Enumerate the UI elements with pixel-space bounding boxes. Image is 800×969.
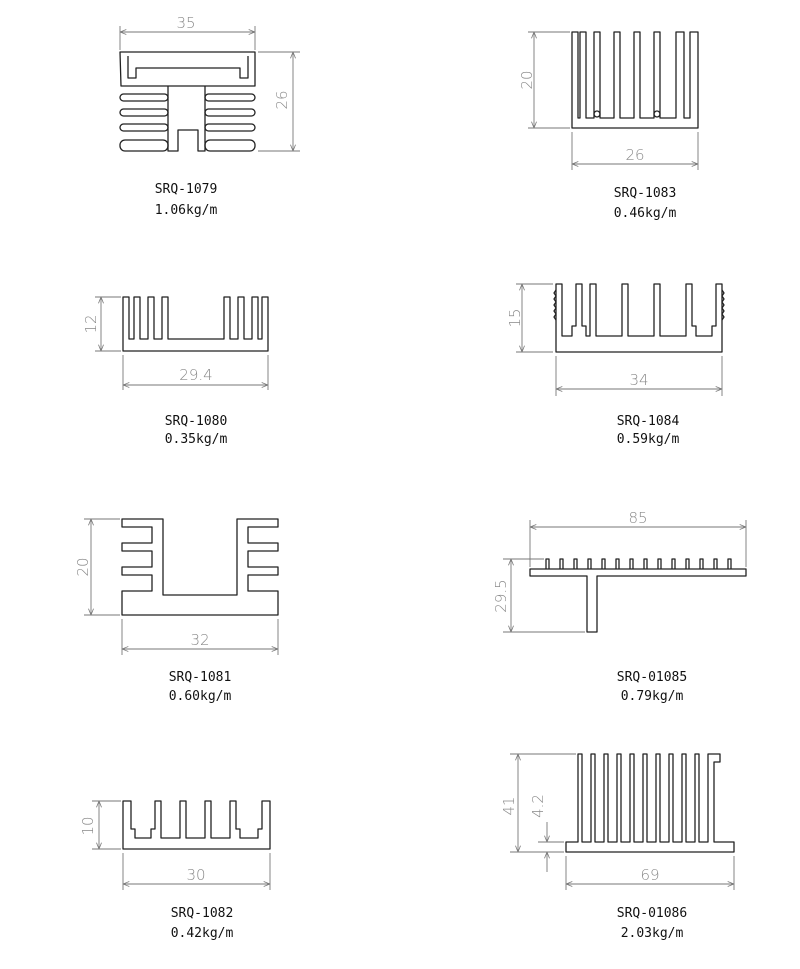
- profile-drawing: [120, 52, 255, 151]
- dim-width: 29.4: [179, 366, 213, 384]
- item-srq-1083: [518, 32, 698, 221]
- dim-height: 20: [518, 70, 536, 90]
- model-code: SRQ-1081: [168, 670, 232, 685]
- profile-drawing: [566, 754, 734, 852]
- item-srq-01085: [492, 509, 746, 704]
- model-code: SRQ-1082: [170, 906, 234, 921]
- dim-width: 30: [186, 866, 206, 884]
- item-srq-01086: [500, 754, 734, 941]
- dim-width: 69: [640, 866, 660, 884]
- profile-drawing: [123, 801, 270, 849]
- profile-drawing: [530, 559, 746, 632]
- dim-base-thickness: 4.2: [529, 794, 547, 818]
- profile-drawing: [572, 32, 698, 128]
- profile-drawing: [123, 297, 268, 351]
- model-code: SRQ-1083: [613, 186, 677, 201]
- dim-height: 29.5: [492, 579, 510, 613]
- item-srq-1080: [82, 297, 268, 447]
- dim-height: 10: [79, 816, 97, 836]
- weight-per-meter: 0.59kg/m: [616, 432, 680, 447]
- weight-per-meter: 0.79kg/m: [620, 689, 684, 704]
- dim-height: 15: [506, 308, 524, 328]
- item-srq-1081: [74, 519, 278, 704]
- profile-drawing: [122, 519, 278, 615]
- dim-width: 35: [176, 14, 196, 32]
- dim-height: 12: [82, 314, 100, 334]
- dim-height: 20: [74, 557, 92, 577]
- weight-per-meter: 0.35kg/m: [164, 432, 228, 447]
- dim-height: 41: [500, 796, 518, 816]
- weight-per-meter: 0.42kg/m: [170, 926, 234, 941]
- model-code: SRQ-1084: [616, 414, 680, 429]
- weight-per-meter: 2.03kg/m: [620, 926, 684, 941]
- weight-per-meter: 0.46kg/m: [613, 206, 677, 221]
- dim-width: 32: [190, 631, 210, 649]
- model-code: SRQ-1079: [154, 182, 218, 197]
- dim-width: 34: [629, 371, 649, 389]
- item-srq-1084: [506, 284, 724, 447]
- dim-height: 26: [273, 90, 291, 110]
- item-srq-1079: [120, 14, 300, 218]
- profile-drawing: [554, 284, 724, 352]
- model-code: SRQ-01085: [616, 670, 688, 685]
- model-code: SRQ-1080: [164, 414, 228, 429]
- dim-width: 26: [625, 146, 645, 164]
- model-code: SRQ-01086: [616, 906, 688, 921]
- weight-per-meter: 0.60kg/m: [168, 689, 232, 704]
- dim-width: 85: [628, 509, 648, 527]
- weight-per-meter: 1.06kg/m: [154, 203, 218, 218]
- item-srq-1082: [79, 801, 270, 941]
